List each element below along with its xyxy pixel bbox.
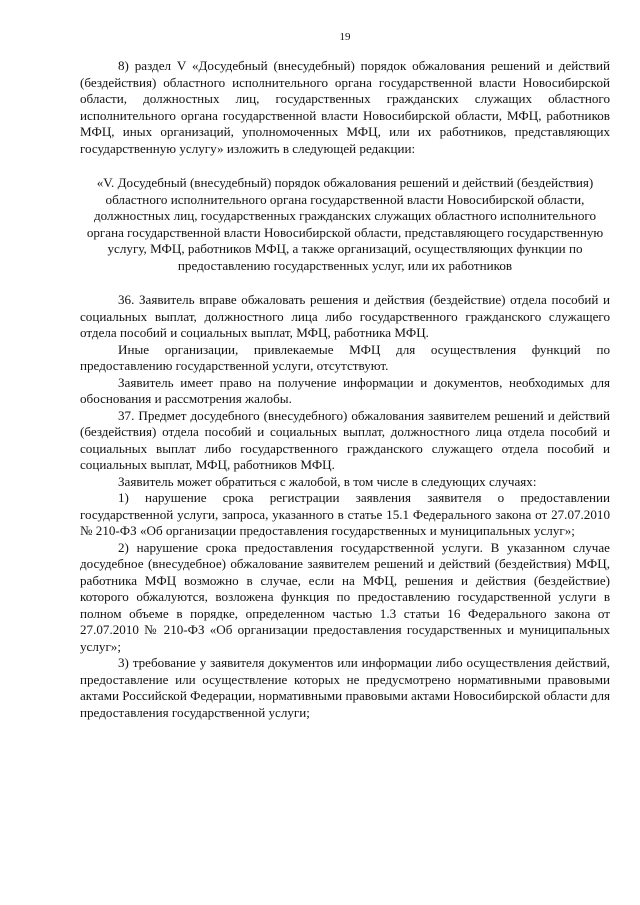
document-page	[80, 30, 610, 721]
paragraph-36: 36. Заявитель вправе обжаловать решения и действия (бездействие) отдела пособий и социальных выплат, должностного лица либо государственного гражданского служащего отдела пособий и социальных выплат, МФЦ, работника МФЦ.	[80, 292, 610, 340]
page-number: 19	[339, 31, 351, 43]
intro-paragraph: 8) раздел V «Досудебный (внесудебный) порядок обжалования решений и действий (бездействия) областного исполнительного органа государственной власти Новосибирской области, должностных лиц, государственных гражданских служащих областного исполнительного органа государственной власти Новосибирской области, МФЦ, работников МФЦ, иных организаций, уполномоченных МФЦ, или их работников, представляющих государственную услугу» изложить в следующей редакции:	[80, 58, 610, 156]
paragraph-other-organizations: Иные организации, привлекаемые МФЦ для осуществления функций по предоставлению государственной услуги, отсутствуют.	[80, 341, 610, 373]
paragraph-right-to-information: Заявитель имеет право на получение информации и документов, необходимых для обоснования и рассмотрения жалобы.	[80, 374, 610, 406]
list-item-3: 3) требование у заявителя документов или информации либо осуществления действий, предоставление или осуществление которых не предусмотрено нормативными правовыми актами Российской Федерации, нормативными правовыми актами Новосибирской области для предоставления государственной услуги;	[80, 655, 610, 720]
list-item-1: 1) нарушение срока регистрации заявления заявителя о предоставлении государственной услуги, запроса, указанного в статье 15.1 Федерального закона от 27.07.2010 № 210-ФЗ «Об организации предоставления государственных и муниципальных услуг»;	[80, 490, 610, 538]
paragraph-37: 37. Предмет досудебного (внесудебного) обжалования заявителем решений и действий (бездействия) отдела пособий и социальных выплат, должностного лица отдела пособий и социальных выплат либо государственного гражданского служащего отдела пособий и социальных выплат, МФЦ, работников МФЦ.	[80, 407, 610, 472]
list-item-2: 2) нарушение срока предоставления государственной услуги. В указанном случае досудебное (внесудебное) обжалование заявителем решений и действий (бездействия) МФЦ, работника МФЦ возможно в случае, если на МФЦ, решения и действия (бездействие) которого обжалуются, возложена функция по предоставлению государственной услуги в полном объеме в порядке, определенном частью 1.3 статьи 16 Федерального закона от 27.07.2010 № 210-ФЗ «Об организации предоставления государственных и муниципальных услуг»;	[80, 539, 610, 654]
paragraph-complaint-cases: Заявитель может обратиться с жалобой, в том числе в следующих случаях:	[118, 473, 537, 489]
section-heading: «V. Досудебный (внесудебный) порядок обжалования решений и действий (бездействия) областного исполнительного органа государственной власти Новосибирской области, должностных лиц, государственных гражданских служащих областного исполнительного органа государственной власти Новосибирской области, представляющего государственную услугу, МФЦ, работников МФЦ, а также организаций, осуществляющих функции по предоставлению государственных услуг, или их работников	[86, 175, 604, 273]
